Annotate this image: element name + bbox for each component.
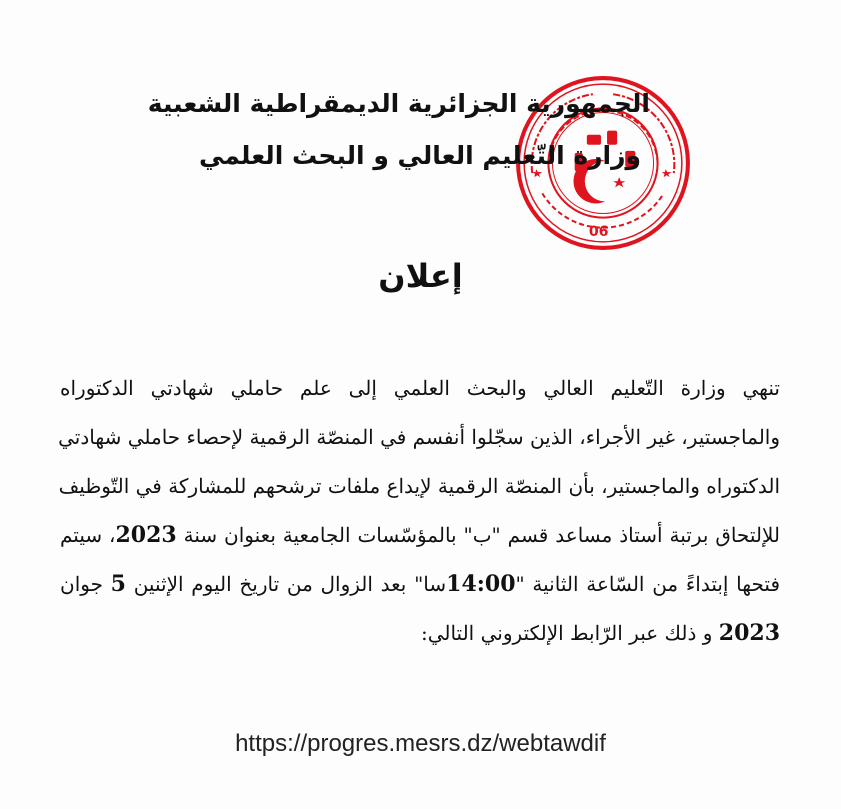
body-line-1: تنهي وزارة التّعليم العالي والبحث العلمي إلى علم حاملي شهادتي الدكتوراه	[60, 376, 780, 400]
time-value: 14:00	[446, 571, 516, 597]
day-value: 5	[110, 571, 126, 597]
year-value: 2023	[115, 522, 177, 548]
ministry-name: وزارة التّعليم العالي و البحث العلمي	[198, 141, 642, 170]
year-value-2: 2023	[718, 620, 780, 646]
registration-link[interactable]: https://progres.mesrs.dz/webtawdif	[235, 730, 606, 757]
body-line-3: الدكتوراه والماجستير، بأن المنصّة الرقمية لإيداع ملفات ترشحهم للمشاركة في التّوظيف	[58, 474, 780, 498]
body-line-5	[60, 560, 780, 609]
body-line-6-text: و ذلك عبر الرّابط الإلكتروني التالي:	[420, 621, 713, 645]
republic-name: الجمهورية الجزائرية الديمقراطية الشعبية	[147, 89, 650, 118]
body-line-5-mid: سا" بعد الزوال من تاريخ اليوم الإثنين	[133, 572, 447, 596]
announcement-title: إعلان	[378, 257, 463, 295]
month-name: جوان	[60, 572, 103, 596]
body-line-4	[60, 511, 780, 560]
stamp-number: 06	[588, 223, 609, 240]
body-line-4-text: للإلتحاق برتبة أستاذ مساعد قسم "ب" بالمؤسّسات الجامعية بعنوان سنة	[183, 523, 780, 547]
document-header	[147, 78, 650, 182]
body-line-2: والماجستير، غير الأجراء، الذين سجّلوا أنفسم في المنصّة الرقمية لإحصاء حاملي شهادتي	[58, 425, 780, 449]
announcement-body	[60, 364, 780, 658]
body-line-5-text: فتحها إبتداءً من السّاعة الثانية "	[515, 572, 781, 596]
body-line-6	[60, 609, 780, 658]
body-line-4-end: ، سيتم	[60, 523, 116, 547]
